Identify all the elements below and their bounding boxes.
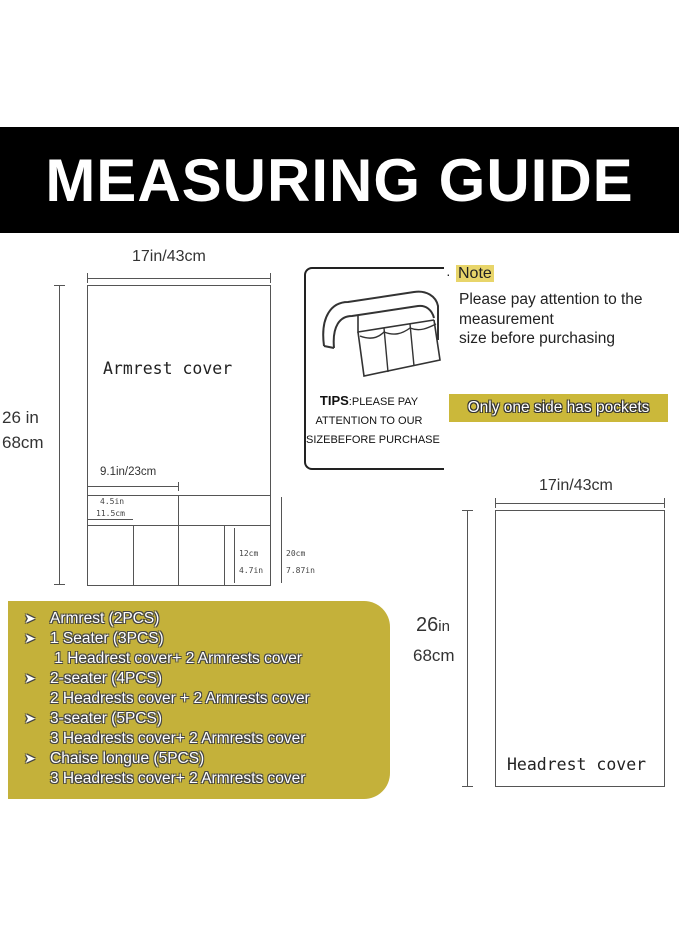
armrest-height-cm: 68cm	[2, 433, 44, 452]
package-line-7: 3 Headrests cover+ 2 Armrests cover	[50, 730, 306, 747]
headrest-height-in	[416, 614, 450, 637]
bullet-arrow-icon: ➤	[24, 710, 36, 726]
armrest-width-dimension-line	[87, 278, 270, 279]
bullet-arrow-icon: ➤	[24, 670, 36, 686]
pocket-small-width-in: 4.5in	[100, 497, 125, 506]
pocket-divider-1	[133, 525, 134, 586]
armrest-height-tick-bottom	[54, 584, 65, 585]
note-title: Note	[458, 265, 492, 282]
pocket-upper-divider	[178, 495, 179, 525]
headrest-height-tick-bottom	[462, 786, 473, 787]
tips-line-1: :PLEASE PAY	[348, 396, 419, 408]
title-banner	[0, 127, 679, 233]
note-line-3: size before purchasing	[459, 330, 615, 347]
tips-line-3: SIZEBEFORE PURCHASE	[306, 434, 440, 446]
armrest-cover-label: Armrest cover	[103, 359, 233, 378]
armrest-cover-outline	[87, 285, 271, 586]
package-line-9: 3 Headrests cover+ 2 Armrests cover	[50, 770, 306, 787]
headrest-cover-label: Headrest cover	[507, 755, 647, 774]
armrest-organizer-illustration	[318, 286, 444, 378]
pocket-width-tick	[178, 482, 179, 491]
bullet-arrow-icon: ➤	[24, 750, 36, 766]
pocket-seam-line	[87, 525, 271, 526]
note-line-1: Please pay attention to the	[459, 291, 643, 308]
bullet-arrow-icon: ➤	[24, 610, 36, 626]
headrest-width-tick-right	[664, 498, 665, 508]
armrest-width-label: 17in/43cm	[132, 248, 206, 265]
pockets-note-badge	[449, 394, 668, 422]
package-line-1: ➤ Armrest (2PCS)	[24, 610, 160, 627]
headrest-height-tick-top	[462, 510, 473, 511]
headrest-height-unit: in	[438, 618, 450, 635]
pocket-h1-line	[234, 528, 235, 583]
bullet-arrow-icon: ➤	[24, 630, 36, 646]
pockets-note-text: Only one side has pockets	[467, 399, 650, 416]
pocket-small-width-cm: 11.5cm	[96, 509, 125, 518]
pocket-h1-in: 4.7in	[239, 566, 264, 575]
armrest-height-dimension-line	[59, 285, 60, 585]
note-line-2: measurement	[459, 311, 554, 328]
armrest-height-tick-top	[54, 285, 65, 286]
page-title: MEASURING GUIDE	[45, 146, 634, 214]
pocket-h2-line	[281, 497, 282, 583]
pocket-width-label: 9.1in/23cm	[100, 466, 157, 478]
package-list-panel	[8, 601, 390, 799]
headrest-height-dimension-line	[467, 510, 468, 787]
tips-text	[306, 391, 440, 450]
armrest-width-tick-left	[87, 273, 88, 283]
armrest-height-in: 26 in	[2, 408, 39, 427]
headrest-height-num: 26	[416, 614, 439, 636]
pocket-divider-2	[178, 525, 179, 586]
package-line-3: 1 Headrest cover+ 2 Armrests cover	[50, 650, 302, 667]
headrest-cover-outline	[495, 510, 665, 787]
headrest-width-dimension-line	[495, 503, 665, 504]
note-bullet: ·	[446, 266, 451, 282]
tips-line-2: ATTENTION TO OUR	[315, 415, 423, 427]
headrest-height-cm: 68cm	[413, 646, 455, 665]
package-line-8: ➤ Chaise longue (5PCS)	[24, 750, 205, 767]
package-line-5: 2 Headrests cover + 2 Armrests cover	[50, 690, 310, 707]
pocket-divider-3	[224, 525, 225, 586]
pocket-h2-cm: 20cm	[286, 549, 306, 558]
pocket-h2-in: 7.87in	[286, 566, 315, 575]
package-line-4: ➤ 2-seater (4PCS)	[24, 670, 162, 687]
pocket-h1-cm: 12cm	[239, 549, 259, 558]
armrest-width-tick-right	[270, 273, 271, 283]
pocket-top-line	[87, 495, 271, 496]
note-title-wrap	[456, 265, 494, 283]
package-line-2: ➤ 1 Seater (3PCS)	[24, 630, 164, 647]
pocket-width-line	[87, 486, 178, 487]
headrest-width-label: 17in/43cm	[539, 477, 613, 494]
package-line-6: ➤ 3-seater (5PCS)	[24, 710, 162, 727]
tips-bold: TIPS	[319, 393, 349, 408]
headrest-width-tick-left	[495, 498, 496, 508]
pocket-small-width-line	[87, 519, 133, 520]
